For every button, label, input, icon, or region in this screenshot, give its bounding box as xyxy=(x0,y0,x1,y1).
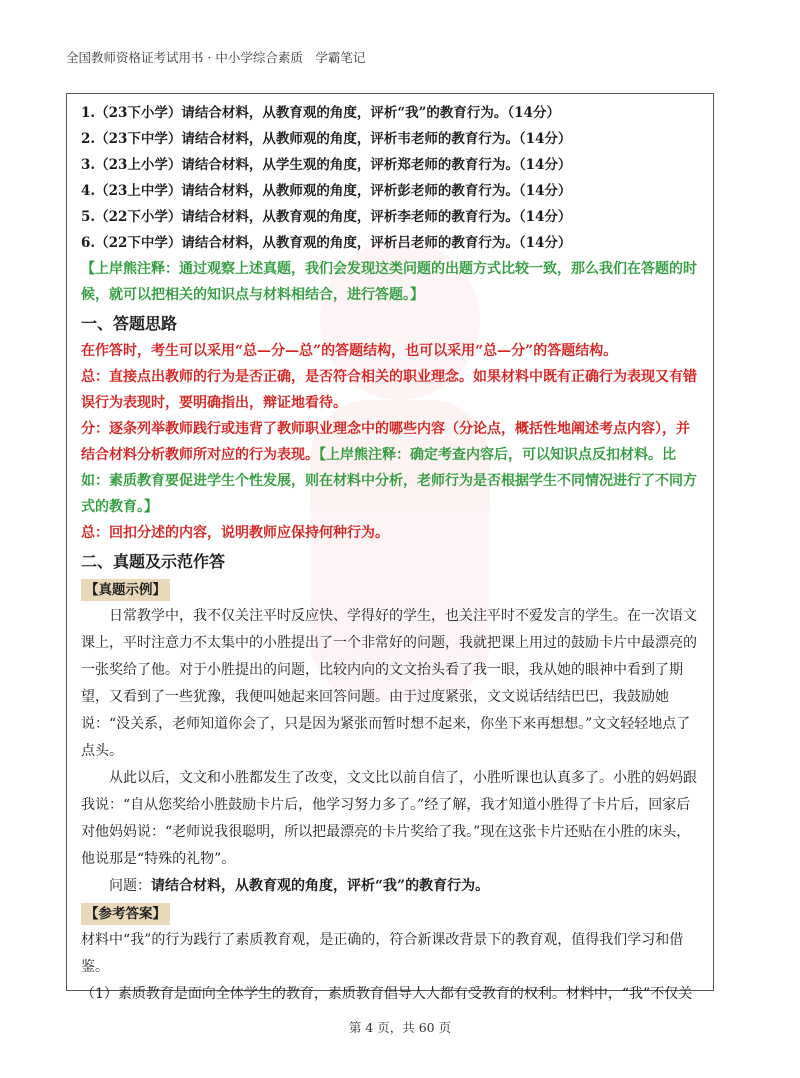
question-item: 3.（23上小学）请结合材料，从学生观的角度，评析郑老师的教育行为。（14分） xyxy=(81,157,572,173)
approach-fen xyxy=(81,416,699,520)
question-text: 请结合材料，从教育观的角度，评析“我”的教育行为。 xyxy=(151,878,490,894)
page-footer: 第 4 页，共 60 页 xyxy=(348,1020,452,1035)
approach-zong-first: 总：直接点出教师的行为是否正确，是否符合相关的职业理念。如果材料中既有正确行为表现又有错误行为表现时，要明确指出，辩证地看待。 xyxy=(81,369,697,411)
page-header: 全国教师资格证考试用书 · 中小学综合素质 学霸笔记 xyxy=(66,50,366,65)
example-question xyxy=(81,873,699,900)
example-paragraph-1: 日常教学中，我不仅关注平时反应快、学得好的学生，也关注平时不爱发言的学生。在一次语文课上，平时注意力不太集中的小胜提出了一个非常好的问题，我就把课上用过的鼓励卡片中最漂亮的一张奖给了他。对于小胜提出的问题，比较内向的文文抬头看了我一眼，我从她的眼神中看到了期望，又看到了一些犹豫，我便叫她起来回答问题。由于过度紧张，文文说话结结巴巴，我鼓励她说：“没关系，老师知道你会了，只是因为紧张而暂时想不起来，你坐下来再想想。”文文轻轻地点了点头。 xyxy=(81,608,697,759)
approach-fen-text: 分：逐条列举教师践行或违背了教师职业理念中的哪些内容（分论点，概括性地阐述考点内容），并结合材料分析教师所对应的行为表现。 xyxy=(81,421,690,463)
answer-paragraph-2: （1）素质教育是面向全体学生的教育，素质教育倡导人人都有受教育的权利。材料中，“我”不仅关 xyxy=(81,986,693,1002)
question-item: 4.（23上中学）请结合材料，从教师观的角度，评析彭老师的教育行为。（14分） xyxy=(81,183,572,199)
question-item: 5.（22下小学）请结合材料，从教育观的角度，评析李老师的教育行为。（14分） xyxy=(81,209,572,225)
section-title-examples: 二、真题及示范作答 xyxy=(81,552,226,571)
approach-intro: 在作答时，考生可以采用“总—分—总”的答题结构，也可以采用“总—分”的答题结构。 xyxy=(81,343,618,359)
question-list xyxy=(81,100,699,256)
example-tag: 【真题示例】 xyxy=(81,579,170,601)
bear-note: 【上岸熊注释：通过观察上述真题，我们会发现这类问题的出题方式比较一致，那么我们在答题的时候，就可以把相关的知识点与材料相结合，进行答题。】 xyxy=(81,261,697,303)
question-item: 6.（22下中学）请结合材料，从教育观的角度，评析吕老师的教育行为。（14分） xyxy=(81,235,572,251)
approach-fen-note: 【上岸熊注释：确定考查内容后，可以知识点反扣材料。比如：素质教育要促进学生个性发展，则在材料中分析，老师行为是否根据学生不同情况进行了不同方式的教育。】 xyxy=(81,447,697,515)
answer-paragraph-1: 材料中“我”的行为践行了素质教育观，是正确的，符合新课改背景下的教育观，值得我们学习和借鉴。 xyxy=(81,932,684,975)
question-item: 1.（23下小学）请结合材料，从教育观的角度，评析“我”的教育行为。（14分） xyxy=(81,105,560,121)
content-box xyxy=(66,93,714,1002)
question-label: 问题： xyxy=(109,878,151,894)
answer-tag: 【参考答案】 xyxy=(81,903,170,925)
approach-zong-last: 总：回扣分述的内容，说明教师应保持何种行为。 xyxy=(81,525,389,541)
question-item: 2.（23下中学）请结合材料，从教师观的角度，评析韦老师的教育行为。（14分） xyxy=(81,131,572,147)
section-title-approach: 一、答题思路 xyxy=(81,314,178,333)
example-paragraph-2: 从此以后，文文和小胜都发生了改变，文文比以前自信了，小胜听课也认真多了。小胜的妈妈跟我说：“自从您奖给小胜鼓励卡片后，他学习努力多了。”经了解，我才知道小胜得了卡片后，回家后对他妈妈说：“老师说我很聪明，所以把最漂亮的卡片奖给了我。”现在这张卡片还贴在小胜的床头，他说那是“特殊的礼物”。 xyxy=(81,770,697,867)
